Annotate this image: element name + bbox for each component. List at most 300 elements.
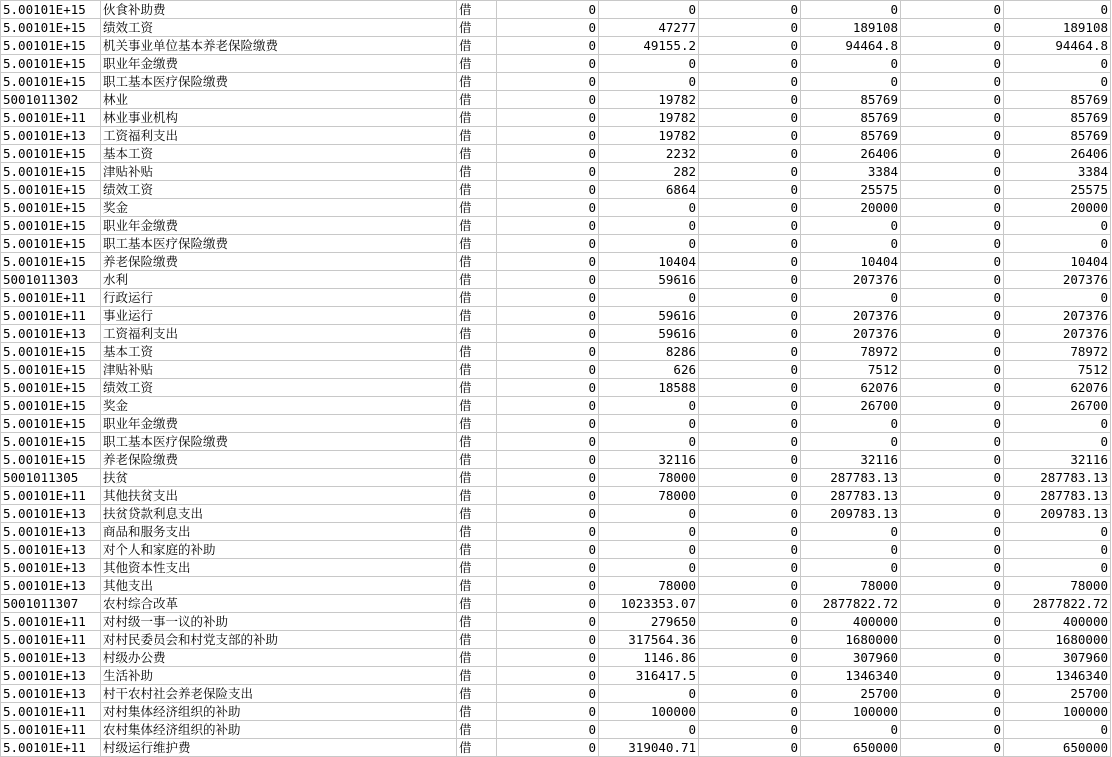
value-cell[interactable]: 0 — [801, 541, 901, 559]
value-cell[interactable]: 626 — [599, 361, 699, 379]
account-name-cell[interactable]: 职业年金缴费 — [101, 217, 457, 235]
account-name-cell[interactable]: 行政运行 — [101, 289, 457, 307]
value-cell[interactable]: 78000 — [599, 577, 699, 595]
value-cell[interactable]: 26700 — [801, 397, 901, 415]
value-cell[interactable]: 0 — [901, 685, 1004, 703]
value-cell[interactable]: 0 — [497, 91, 599, 109]
account-name-cell[interactable]: 绩效工资 — [101, 181, 457, 199]
account-code-cell[interactable]: 5.00101E+15 — [1, 343, 101, 361]
value-cell[interactable]: 1023353.07 — [599, 595, 699, 613]
value-cell[interactable]: 19782 — [599, 127, 699, 145]
account-code-cell[interactable]: 5.00101E+11 — [1, 721, 101, 739]
account-name-cell[interactable]: 村干农村社会养老保险支出 — [101, 685, 457, 703]
value-cell[interactable]: 0 — [699, 127, 801, 145]
value-cell[interactable]: 0 — [801, 1, 901, 19]
direction-cell[interactable]: 借 — [457, 1, 497, 19]
value-cell[interactable]: 0 — [901, 469, 1004, 487]
direction-cell[interactable]: 借 — [457, 127, 497, 145]
value-cell[interactable]: 0 — [901, 289, 1004, 307]
value-cell[interactable]: 0 — [901, 109, 1004, 127]
value-cell[interactable]: 0 — [901, 253, 1004, 271]
value-cell[interactable]: 19782 — [599, 91, 699, 109]
direction-cell[interactable]: 借 — [457, 199, 497, 217]
account-name-cell[interactable]: 基本工资 — [101, 145, 457, 163]
value-cell[interactable]: 0 — [901, 595, 1004, 613]
value-cell[interactable]: 0 — [901, 451, 1004, 469]
value-cell[interactable]: 0 — [599, 559, 699, 577]
value-cell[interactable]: 0 — [699, 721, 801, 739]
direction-cell[interactable]: 借 — [457, 73, 497, 91]
direction-cell[interactable]: 借 — [457, 19, 497, 37]
value-cell[interactable]: 18588 — [599, 379, 699, 397]
value-cell[interactable]: 0 — [599, 541, 699, 559]
value-cell[interactable]: 78000 — [599, 487, 699, 505]
direction-cell[interactable]: 借 — [457, 343, 497, 361]
value-cell[interactable]: 26406 — [801, 145, 901, 163]
direction-cell[interactable]: 借 — [457, 109, 497, 127]
value-cell[interactable]: 0 — [801, 55, 901, 73]
value-cell[interactable]: 2232 — [599, 145, 699, 163]
value-cell[interactable]: 0 — [599, 523, 699, 541]
value-cell[interactable]: 0 — [497, 541, 599, 559]
account-name-cell[interactable]: 职工基本医疗保险缴费 — [101, 235, 457, 253]
account-name-cell[interactable]: 扶贫贷款利息支出 — [101, 505, 457, 523]
value-cell[interactable]: 0 — [699, 523, 801, 541]
direction-cell[interactable]: 借 — [457, 217, 497, 235]
value-cell[interactable]: 0 — [497, 649, 599, 667]
value-cell[interactable]: 0 — [1004, 523, 1111, 541]
account-code-cell[interactable]: 5.00101E+13 — [1, 127, 101, 145]
account-code-cell[interactable]: 5.00101E+15 — [1, 163, 101, 181]
value-cell[interactable]: 7512 — [801, 361, 901, 379]
value-cell[interactable]: 0 — [699, 613, 801, 631]
value-cell[interactable]: 317564.36 — [599, 631, 699, 649]
account-code-cell[interactable]: 5.00101E+15 — [1, 181, 101, 199]
value-cell[interactable]: 0 — [497, 559, 599, 577]
value-cell[interactable]: 0 — [599, 55, 699, 73]
value-cell[interactable]: 2877822.72 — [801, 595, 901, 613]
value-cell[interactable]: 316417.5 — [599, 667, 699, 685]
value-cell[interactable]: 0 — [901, 19, 1004, 37]
value-cell[interactable]: 0 — [497, 721, 599, 739]
account-name-cell[interactable]: 农村集体经济组织的补助 — [101, 721, 457, 739]
value-cell[interactable]: 307960 — [801, 649, 901, 667]
value-cell[interactable]: 0 — [599, 505, 699, 523]
value-cell[interactable]: 0 — [901, 559, 1004, 577]
value-cell[interactable]: 207376 — [801, 271, 901, 289]
value-cell[interactable]: 0 — [699, 235, 801, 253]
value-cell[interactable]: 0 — [599, 217, 699, 235]
account-code-cell[interactable]: 5.00101E+15 — [1, 379, 101, 397]
account-code-cell[interactable]: 5.00101E+11 — [1, 703, 101, 721]
account-name-cell[interactable]: 对村集体经济组织的补助 — [101, 703, 457, 721]
value-cell[interactable]: 0 — [699, 91, 801, 109]
value-cell[interactable]: 78000 — [599, 469, 699, 487]
value-cell[interactable]: 0 — [699, 667, 801, 685]
value-cell[interactable]: 85769 — [1004, 127, 1111, 145]
value-cell[interactable]: 0 — [901, 163, 1004, 181]
account-code-cell[interactable]: 5.00101E+13 — [1, 649, 101, 667]
direction-cell[interactable]: 借 — [457, 271, 497, 289]
value-cell[interactable]: 85769 — [801, 109, 901, 127]
value-cell[interactable]: 0 — [497, 343, 599, 361]
value-cell[interactable]: 78972 — [801, 343, 901, 361]
account-code-cell[interactable]: 5.00101E+13 — [1, 505, 101, 523]
direction-cell[interactable]: 借 — [457, 739, 497, 757]
value-cell[interactable]: 0 — [497, 613, 599, 631]
value-cell[interactable]: 1346340 — [1004, 667, 1111, 685]
account-code-cell[interactable]: 5.00101E+13 — [1, 685, 101, 703]
value-cell[interactable]: 0 — [599, 199, 699, 217]
value-cell[interactable]: 0 — [497, 325, 599, 343]
account-name-cell[interactable]: 对村级一事一议的补助 — [101, 613, 457, 631]
value-cell[interactable]: 0 — [699, 505, 801, 523]
value-cell[interactable]: 0 — [699, 199, 801, 217]
value-cell[interactable]: 0 — [901, 523, 1004, 541]
account-name-cell[interactable]: 林业事业机构 — [101, 109, 457, 127]
direction-cell[interactable]: 借 — [457, 37, 497, 55]
value-cell[interactable]: 287783.13 — [1004, 469, 1111, 487]
value-cell[interactable]: 0 — [497, 451, 599, 469]
value-cell[interactable]: 0 — [1004, 73, 1111, 91]
value-cell[interactable]: 0 — [699, 361, 801, 379]
account-code-cell[interactable]: 5.00101E+15 — [1, 37, 101, 55]
value-cell[interactable]: 85769 — [1004, 109, 1111, 127]
account-code-cell[interactable]: 5.00101E+13 — [1, 559, 101, 577]
value-cell[interactable]: 0 — [699, 469, 801, 487]
account-code-cell[interactable]: 5.00101E+15 — [1, 217, 101, 235]
value-cell[interactable]: 25575 — [1004, 181, 1111, 199]
direction-cell[interactable]: 借 — [457, 667, 497, 685]
value-cell[interactable]: 0 — [901, 703, 1004, 721]
direction-cell[interactable]: 借 — [457, 289, 497, 307]
account-name-cell[interactable]: 绩效工资 — [101, 379, 457, 397]
value-cell[interactable]: 0 — [699, 631, 801, 649]
direction-cell[interactable]: 借 — [457, 541, 497, 559]
account-code-cell[interactable]: 5001011303 — [1, 271, 101, 289]
value-cell[interactable]: 0 — [901, 415, 1004, 433]
value-cell[interactable]: 0 — [801, 559, 901, 577]
value-cell[interactable]: 209783.13 — [801, 505, 901, 523]
value-cell[interactable]: 0 — [599, 415, 699, 433]
value-cell[interactable]: 32116 — [1004, 451, 1111, 469]
account-name-cell[interactable]: 其他扶贫支出 — [101, 487, 457, 505]
value-cell[interactable]: 0 — [497, 703, 599, 721]
account-name-cell[interactable]: 职业年金缴费 — [101, 55, 457, 73]
account-name-cell[interactable]: 水利 — [101, 271, 457, 289]
value-cell[interactable]: 0 — [599, 1, 699, 19]
value-cell[interactable]: 94464.8 — [1004, 37, 1111, 55]
value-cell[interactable]: 0 — [497, 487, 599, 505]
value-cell[interactable]: 0 — [801, 721, 901, 739]
value-cell[interactable]: 0 — [497, 109, 599, 127]
account-name-cell[interactable]: 林业 — [101, 91, 457, 109]
direction-cell[interactable]: 借 — [457, 469, 497, 487]
value-cell[interactable]: 0 — [699, 649, 801, 667]
value-cell[interactable]: 78000 — [1004, 577, 1111, 595]
direction-cell[interactable]: 借 — [457, 145, 497, 163]
value-cell[interactable]: 207376 — [1004, 325, 1111, 343]
value-cell[interactable]: 94464.8 — [801, 37, 901, 55]
account-code-cell[interactable]: 5.00101E+13 — [1, 577, 101, 595]
value-cell[interactable]: 49155.2 — [599, 37, 699, 55]
value-cell[interactable]: 0 — [699, 1, 801, 19]
value-cell[interactable]: 0 — [699, 289, 801, 307]
value-cell[interactable]: 209783.13 — [1004, 505, 1111, 523]
account-name-cell[interactable]: 养老保险缴费 — [101, 253, 457, 271]
value-cell[interactable]: 279650 — [599, 613, 699, 631]
account-name-cell[interactable]: 津贴补贴 — [101, 163, 457, 181]
account-code-cell[interactable]: 5.00101E+15 — [1, 253, 101, 271]
value-cell[interactable]: 85769 — [1004, 91, 1111, 109]
account-code-cell[interactable]: 5.00101E+15 — [1, 1, 101, 19]
account-code-cell[interactable]: 5001011305 — [1, 469, 101, 487]
value-cell[interactable]: 0 — [599, 397, 699, 415]
account-code-cell[interactable]: 5.00101E+15 — [1, 19, 101, 37]
direction-cell[interactable]: 借 — [457, 613, 497, 631]
value-cell[interactable]: 1146.86 — [599, 649, 699, 667]
value-cell[interactable]: 0 — [901, 37, 1004, 55]
value-cell[interactable]: 0 — [901, 1, 1004, 19]
value-cell[interactable]: 0 — [699, 739, 801, 757]
value-cell[interactable]: 0 — [699, 595, 801, 613]
direction-cell[interactable]: 借 — [457, 361, 497, 379]
value-cell[interactable]: 0 — [699, 253, 801, 271]
direction-cell[interactable]: 借 — [457, 649, 497, 667]
value-cell[interactable]: 20000 — [1004, 199, 1111, 217]
value-cell[interactable]: 287783.13 — [801, 469, 901, 487]
value-cell[interactable]: 0 — [901, 73, 1004, 91]
value-cell[interactable]: 0 — [497, 415, 599, 433]
value-cell[interactable]: 0 — [801, 217, 901, 235]
value-cell[interactable]: 0 — [901, 325, 1004, 343]
value-cell[interactable]: 0 — [497, 685, 599, 703]
value-cell[interactable]: 207376 — [801, 307, 901, 325]
account-code-cell[interactable]: 5.00101E+15 — [1, 361, 101, 379]
value-cell[interactable]: 0 — [497, 307, 599, 325]
value-cell[interactable]: 0 — [699, 307, 801, 325]
direction-cell[interactable]: 借 — [457, 91, 497, 109]
direction-cell[interactable]: 借 — [457, 253, 497, 271]
value-cell[interactable]: 207376 — [801, 325, 901, 343]
direction-cell[interactable]: 借 — [457, 55, 497, 73]
value-cell[interactable]: 0 — [901, 667, 1004, 685]
value-cell[interactable]: 0 — [497, 379, 599, 397]
value-cell[interactable]: 2877822.72 — [1004, 595, 1111, 613]
value-cell[interactable]: 650000 — [1004, 739, 1111, 757]
value-cell[interactable]: 287783.13 — [801, 487, 901, 505]
value-cell[interactable]: 6864 — [599, 181, 699, 199]
account-code-cell[interactable]: 5.00101E+15 — [1, 199, 101, 217]
direction-cell[interactable]: 借 — [457, 595, 497, 613]
value-cell[interactable]: 0 — [901, 631, 1004, 649]
value-cell[interactable]: 0 — [901, 271, 1004, 289]
account-name-cell[interactable]: 绩效工资 — [101, 19, 457, 37]
value-cell[interactable]: 0 — [699, 163, 801, 181]
value-cell[interactable]: 0 — [901, 235, 1004, 253]
direction-cell[interactable]: 借 — [457, 685, 497, 703]
direction-cell[interactable]: 借 — [457, 235, 497, 253]
value-cell[interactable]: 0 — [497, 739, 599, 757]
account-name-cell[interactable]: 职工基本医疗保险缴费 — [101, 433, 457, 451]
direction-cell[interactable]: 借 — [457, 415, 497, 433]
value-cell[interactable]: 0 — [901, 145, 1004, 163]
value-cell[interactable]: 0 — [599, 235, 699, 253]
value-cell[interactable]: 0 — [1004, 235, 1111, 253]
value-cell[interactable]: 282 — [599, 163, 699, 181]
value-cell[interactable]: 0 — [699, 145, 801, 163]
value-cell[interactable]: 319040.71 — [599, 739, 699, 757]
value-cell[interactable]: 3384 — [801, 163, 901, 181]
direction-cell[interactable]: 借 — [457, 559, 497, 577]
value-cell[interactable]: 32116 — [599, 451, 699, 469]
value-cell[interactable]: 0 — [1004, 541, 1111, 559]
account-name-cell[interactable]: 村级办公费 — [101, 649, 457, 667]
value-cell[interactable]: 20000 — [801, 199, 901, 217]
account-code-cell[interactable]: 5.00101E+11 — [1, 487, 101, 505]
value-cell[interactable]: 0 — [699, 217, 801, 235]
value-cell[interactable]: 47277 — [599, 19, 699, 37]
value-cell[interactable]: 0 — [901, 55, 1004, 73]
value-cell[interactable]: 19782 — [599, 109, 699, 127]
value-cell[interactable]: 7512 — [1004, 361, 1111, 379]
value-cell[interactable]: 0 — [497, 433, 599, 451]
account-name-cell[interactable]: 工资福利支出 — [101, 127, 457, 145]
value-cell[interactable]: 0 — [901, 541, 1004, 559]
value-cell[interactable]: 0 — [599, 73, 699, 91]
value-cell[interactable]: 0 — [497, 235, 599, 253]
value-cell[interactable]: 0 — [901, 181, 1004, 199]
value-cell[interactable]: 0 — [497, 181, 599, 199]
value-cell[interactable]: 0 — [497, 37, 599, 55]
value-cell[interactable]: 0 — [1004, 1, 1111, 19]
account-name-cell[interactable]: 养老保险缴费 — [101, 451, 457, 469]
direction-cell[interactable]: 借 — [457, 397, 497, 415]
value-cell[interactable]: 0 — [699, 559, 801, 577]
account-code-cell[interactable]: 5.00101E+15 — [1, 451, 101, 469]
value-cell[interactable]: 0 — [497, 631, 599, 649]
value-cell[interactable]: 100000 — [801, 703, 901, 721]
value-cell[interactable]: 0 — [801, 73, 901, 91]
value-cell[interactable]: 62076 — [1004, 379, 1111, 397]
account-code-cell[interactable]: 5.00101E+13 — [1, 541, 101, 559]
value-cell[interactable]: 0 — [599, 685, 699, 703]
value-cell[interactable]: 100000 — [1004, 703, 1111, 721]
value-cell[interactable]: 0 — [699, 703, 801, 721]
value-cell[interactable]: 0 — [497, 127, 599, 145]
value-cell[interactable]: 189108 — [1004, 19, 1111, 37]
value-cell[interactable]: 0 — [497, 73, 599, 91]
account-code-cell[interactable]: 5001011307 — [1, 595, 101, 613]
value-cell[interactable]: 25575 — [801, 181, 901, 199]
value-cell[interactable]: 0 — [901, 505, 1004, 523]
direction-cell[interactable]: 借 — [457, 181, 497, 199]
value-cell[interactable]: 25700 — [1004, 685, 1111, 703]
value-cell[interactable]: 10404 — [801, 253, 901, 271]
value-cell[interactable]: 62076 — [801, 379, 901, 397]
value-cell[interactable]: 0 — [801, 289, 901, 307]
value-cell[interactable]: 0 — [699, 37, 801, 55]
account-name-cell[interactable]: 其他支出 — [101, 577, 457, 595]
value-cell[interactable]: 189108 — [801, 19, 901, 37]
value-cell[interactable]: 0 — [901, 307, 1004, 325]
value-cell[interactable]: 0 — [497, 469, 599, 487]
value-cell[interactable]: 0 — [699, 181, 801, 199]
value-cell[interactable]: 0 — [901, 721, 1004, 739]
value-cell[interactable]: 59616 — [599, 271, 699, 289]
value-cell[interactable]: 32116 — [801, 451, 901, 469]
account-code-cell[interactable]: 5.00101E+13 — [1, 523, 101, 541]
direction-cell[interactable]: 借 — [457, 721, 497, 739]
value-cell[interactable]: 25700 — [801, 685, 901, 703]
value-cell[interactable]: 0 — [497, 361, 599, 379]
direction-cell[interactable]: 借 — [457, 487, 497, 505]
value-cell[interactable]: 1680000 — [801, 631, 901, 649]
value-cell[interactable]: 0 — [599, 289, 699, 307]
value-cell[interactable]: 0 — [901, 433, 1004, 451]
account-code-cell[interactable]: 5.00101E+11 — [1, 739, 101, 757]
account-code-cell[interactable]: 5.00101E+15 — [1, 235, 101, 253]
account-code-cell[interactable]: 5.00101E+11 — [1, 289, 101, 307]
value-cell[interactable]: 0 — [699, 487, 801, 505]
value-cell[interactable]: 10404 — [1004, 253, 1111, 271]
value-cell[interactable]: 0 — [599, 721, 699, 739]
value-cell[interactable]: 0 — [497, 577, 599, 595]
direction-cell[interactable]: 借 — [457, 505, 497, 523]
account-code-cell[interactable]: 5.00101E+15 — [1, 433, 101, 451]
value-cell[interactable]: 0 — [901, 217, 1004, 235]
account-code-cell[interactable]: 5.00101E+15 — [1, 397, 101, 415]
account-name-cell[interactable]: 机关事业单位基本养老保险缴费 — [101, 37, 457, 55]
value-cell[interactable]: 0 — [699, 343, 801, 361]
account-name-cell[interactable]: 事业运行 — [101, 307, 457, 325]
value-cell[interactable]: 0 — [497, 523, 599, 541]
value-cell[interactable]: 59616 — [599, 307, 699, 325]
value-cell[interactable]: 26406 — [1004, 145, 1111, 163]
value-cell[interactable]: 0 — [497, 55, 599, 73]
value-cell[interactable]: 0 — [497, 253, 599, 271]
value-cell[interactable]: 0 — [497, 595, 599, 613]
account-code-cell[interactable]: 5.00101E+13 — [1, 667, 101, 685]
value-cell[interactable]: 207376 — [1004, 307, 1111, 325]
value-cell[interactable]: 0 — [801, 523, 901, 541]
value-cell[interactable]: 0 — [497, 667, 599, 685]
value-cell[interactable]: 0 — [699, 271, 801, 289]
account-name-cell[interactable]: 工资福利支出 — [101, 325, 457, 343]
value-cell[interactable]: 0 — [901, 649, 1004, 667]
value-cell[interactable]: 0 — [699, 433, 801, 451]
value-cell[interactable]: 78972 — [1004, 343, 1111, 361]
value-cell[interactable]: 0 — [901, 199, 1004, 217]
direction-cell[interactable]: 借 — [457, 433, 497, 451]
value-cell[interactable]: 85769 — [801, 127, 901, 145]
account-name-cell[interactable]: 职工基本医疗保险缴费 — [101, 73, 457, 91]
value-cell[interactable]: 78000 — [801, 577, 901, 595]
account-name-cell[interactable]: 奖金 — [101, 397, 457, 415]
account-name-cell[interactable]: 扶贫 — [101, 469, 457, 487]
direction-cell[interactable]: 借 — [457, 703, 497, 721]
account-name-cell[interactable]: 农村综合改革 — [101, 595, 457, 613]
value-cell[interactable]: 0 — [497, 199, 599, 217]
value-cell[interactable]: 0 — [901, 361, 1004, 379]
value-cell[interactable]: 0 — [1004, 55, 1111, 73]
value-cell[interactable]: 85769 — [801, 91, 901, 109]
value-cell[interactable]: 0 — [901, 127, 1004, 145]
value-cell[interactable]: 0 — [497, 1, 599, 19]
value-cell[interactable]: 0 — [901, 487, 1004, 505]
account-code-cell[interactable]: 5.00101E+15 — [1, 415, 101, 433]
value-cell[interactable]: 0 — [801, 235, 901, 253]
